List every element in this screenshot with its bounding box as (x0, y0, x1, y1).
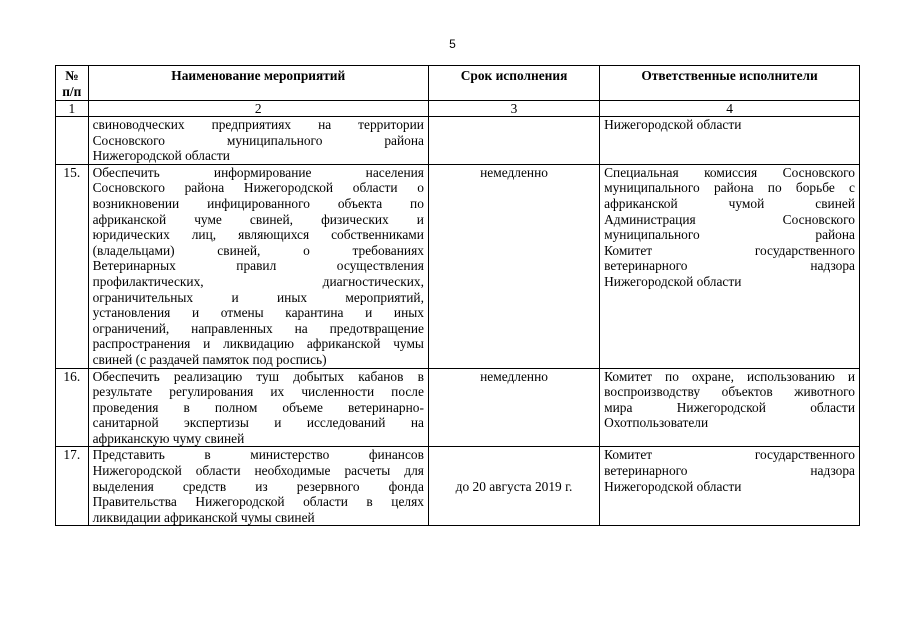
measures-table (55, 65, 860, 526)
header-num (56, 66, 89, 101)
responsible-line: Специальная комиссия Сосновского (604, 164, 855, 180)
header-term: Срок исполнения (428, 66, 599, 101)
responsible-cell (600, 368, 860, 447)
table-row (56, 164, 860, 368)
measure-name-line: африканскую чуму свиней (92, 430, 245, 446)
measure-name-line: профилактических, диагностических, (92, 273, 424, 289)
measure-name-line: африканской чуме свиней, физических и (92, 211, 424, 227)
responsible-line: африканской чумой свиней (604, 195, 855, 211)
table-row (56, 447, 860, 526)
table-row (56, 368, 860, 447)
measure-name-line: свиней (с раздачей памяток под роспись) (92, 351, 327, 367)
responsible-line: ветеринарного надзора (604, 258, 855, 274)
measure-name (88, 117, 428, 165)
measure-name-line: Представить в министерство финансов (92, 447, 424, 463)
measure-name (88, 368, 428, 447)
measure-name-line: санитарной экспертизы и исследований на (92, 415, 424, 431)
index-cell-3: 3 (428, 101, 599, 117)
term-cell: немедленно (428, 164, 599, 368)
row-number: 16. (56, 368, 89, 447)
measure-name-line: Нижегородской области необходимые расчеты для (92, 463, 424, 479)
header-name: Наименование мероприятий (88, 66, 428, 101)
table-header-row (56, 66, 860, 101)
header-responsible: Ответственные исполнители (600, 66, 860, 101)
responsible-line: воспроизводству объектов животного (604, 384, 855, 400)
page-number: 5 (449, 37, 456, 51)
measure-name-line: Ветеринарных правил осуществления (92, 258, 424, 274)
row-number: 17. (56, 447, 89, 526)
measure-name-line: Нижегородской области (92, 148, 230, 164)
measure-name-line: ликвидации африканской чумы свиней (92, 509, 315, 525)
term-cell: до 20 августа 2019 г. (428, 447, 599, 526)
responsible-line: Нижегородской области (604, 117, 742, 132)
measure-name (88, 164, 428, 368)
responsible-line: Администрация Сосновского (604, 211, 855, 227)
row-number (56, 117, 89, 165)
responsible-line: Нижегородской области (604, 478, 742, 494)
responsible-cell (600, 164, 860, 368)
responsible-line: ветеринарного надзора (604, 463, 855, 479)
measure-name-line: свиноводческих предприятиях на территории (92, 117, 424, 132)
responsible-line: муниципального района по борьбе с (604, 180, 855, 196)
measure-name-line: Сосновского района Нижегородской области о (92, 180, 424, 196)
measure-name-line: проведения в полном объеме ветеринарно- (92, 399, 424, 415)
responsible-line: Комитет государственного (604, 242, 855, 258)
responsible-line: Охотпользователи (604, 415, 709, 431)
term-cell: немедленно (428, 368, 599, 447)
measure-name-line: возникновении инфицированного объекта по (92, 195, 424, 211)
measure-name-line: распространения и ликвидацию африканской чумы (92, 336, 424, 352)
index-cell-4: 4 (600, 101, 860, 117)
measure-name-line: ограничений, направленных на предотвращение (92, 320, 424, 336)
measure-name (88, 447, 428, 526)
index-row (56, 101, 860, 117)
responsible-line: Комитет государственного (604, 447, 855, 463)
responsible-line: мира Нижегородской области (604, 399, 855, 415)
header-num-label: № п/п (62, 68, 82, 99)
measure-name-line: результате регулирования их численности после (92, 384, 424, 400)
measure-name-line: выделения средств из резервного фонда (92, 478, 424, 494)
measure-name-line: Обеспечить реализацию туш добытых кабанов в (92, 368, 424, 384)
measure-name-line: Обеспечить информирование населения (92, 164, 424, 180)
responsible-line: Нижегородской области (604, 273, 742, 289)
measure-name-line: Сосновского муниципального района (92, 132, 424, 148)
table-row (56, 117, 860, 165)
measure-name-line: юридических лиц, являющихся собственниками (92, 227, 424, 243)
row-number: 15. (56, 164, 89, 368)
responsible-line: Комитет по охране, использованию и (604, 368, 855, 384)
responsible-cell (600, 447, 860, 526)
responsible-line: муниципального района (604, 227, 855, 243)
term-cell (428, 117, 599, 165)
index-cell-1: 1 (56, 101, 89, 117)
measure-name-line: (владельцами) свиней, о требованиях (92, 242, 424, 258)
measure-name-line: ограничительных и иных мероприятий, (92, 289, 424, 305)
measure-name-line: Правительства Нижегородской области в целях (92, 494, 424, 510)
measure-name-line: установления и отмены карантина и иных (92, 305, 424, 321)
responsible-cell (600, 117, 860, 165)
index-cell-2: 2 (88, 101, 428, 117)
